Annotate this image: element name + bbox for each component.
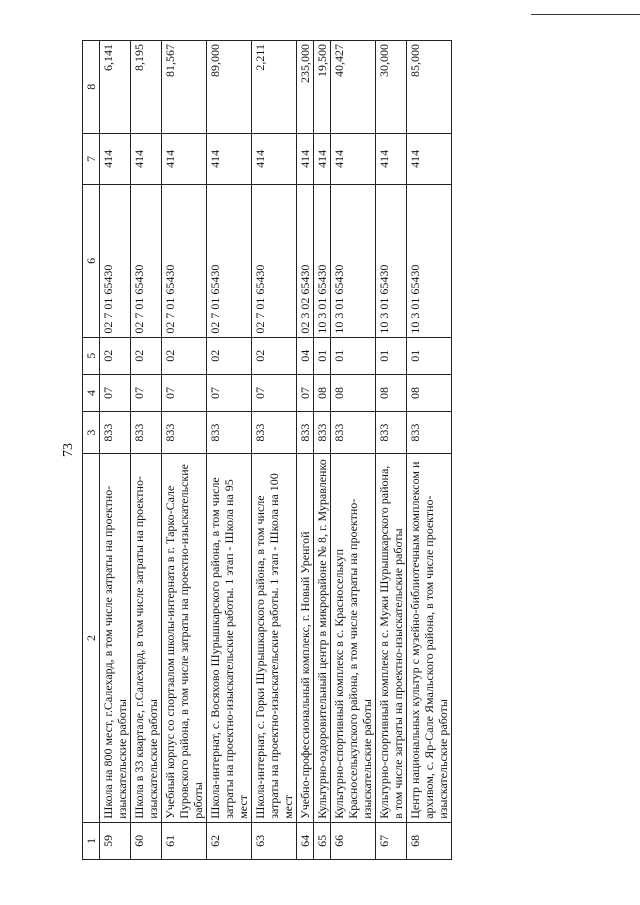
section-code: 08 (376, 374, 407, 411)
table-row (376, 41, 407, 860)
amount-value: 81,567 (162, 41, 207, 134)
object-name: Культурно-оздоровительный центр в микрорайоне № 8, г. Муравленко (314, 454, 331, 823)
column-header: 4 (83, 374, 100, 411)
expense-type-code: 414 (131, 133, 162, 185)
row-number: 64 (297, 822, 314, 859)
table-row (100, 41, 131, 860)
table-row (297, 41, 314, 860)
column-header: 1 (83, 822, 100, 859)
section-code: 07 (252, 374, 297, 411)
object-name: Школа в 33 квартале, г.Салехард, в том числе затраты на проектно-изыскательские работы (131, 454, 162, 823)
row-number: 61 (162, 822, 207, 859)
budget-table (82, 40, 452, 860)
department-code: 833 (131, 412, 162, 454)
amount-value: 235,000 (297, 41, 314, 134)
column-header: 8 (83, 41, 100, 134)
table-row (131, 41, 162, 860)
object-name: Центр национальных культур с музейно-библиотечным комплексом и архивом, с. Яр-Сале Ямальского района, в том числе проектно-изыскательские работы (407, 454, 452, 823)
target-article-code: 10 3 01 65430 (314, 185, 331, 338)
object-name: Культурно-спортивный комплекс в с. Мужи Шурышкарского района, в том числе затраты на проектно-изыскательские работы (376, 454, 407, 823)
department-code: 833 (252, 412, 297, 454)
amount-value: 8,195 (131, 41, 162, 134)
department-code: 833 (314, 412, 331, 454)
target-article-code: 10 3 01 65430 (407, 185, 452, 338)
department-code: 833 (207, 412, 252, 454)
subsection-code: 04 (297, 337, 314, 374)
department-code: 833 (297, 412, 314, 454)
target-article-code: 02 7 01 65430 (252, 185, 297, 338)
target-article-code: 02 7 01 65430 (100, 185, 131, 338)
expense-type-code: 414 (207, 133, 252, 185)
column-header: 5 (83, 337, 100, 374)
row-number: 62 (207, 822, 252, 859)
row-number: 67 (376, 822, 407, 859)
target-article-code: 02 7 01 65430 (207, 185, 252, 338)
department-code: 833 (407, 412, 452, 454)
row-number: 59 (100, 822, 131, 859)
row-number: 65 (314, 822, 331, 859)
subsection-code: 01 (314, 337, 331, 374)
table-body (100, 41, 452, 860)
subsection-code: 02 (252, 337, 297, 374)
row-number: 60 (131, 822, 162, 859)
amount-value: 30,000 (376, 41, 407, 134)
table-row (252, 41, 297, 860)
target-article-code: 10 3 01 65430 (331, 185, 376, 338)
expense-type-code: 414 (252, 133, 297, 185)
row-number: 66 (331, 822, 376, 859)
expense-type-code: 414 (297, 133, 314, 185)
department-code: 833 (331, 412, 376, 454)
section-code: 08 (407, 374, 452, 411)
amount-value: 19,500 (314, 41, 331, 134)
column-header: 2 (83, 454, 100, 823)
department-code: 833 (162, 412, 207, 454)
subsection-code: 02 (100, 337, 131, 374)
expense-type-code: 414 (162, 133, 207, 185)
row-number: 68 (407, 822, 452, 859)
target-article-code: 02 7 01 65430 (162, 185, 207, 338)
department-code: 833 (376, 412, 407, 454)
table-row (314, 41, 331, 860)
subsection-code: 01 (407, 337, 452, 374)
table-row (331, 41, 376, 860)
top-rule (531, 14, 640, 15)
department-code: 833 (100, 412, 131, 454)
section-code: 07 (162, 374, 207, 411)
subsection-code: 02 (207, 337, 252, 374)
object-name: Учебно-профессиональный комплекс, г. Новый Уренгой (297, 454, 314, 823)
column-header: 6 (83, 185, 100, 338)
expense-type-code: 414 (331, 133, 376, 185)
expense-type-code: 414 (376, 133, 407, 185)
column-number-row (83, 41, 100, 860)
subsection-code: 01 (376, 337, 407, 374)
target-article-code: 02 7 01 65430 (131, 185, 162, 338)
amount-value: 85,000 (407, 41, 452, 134)
section-code: 07 (297, 374, 314, 411)
target-article-code: 10 3 01 65430 (376, 185, 407, 338)
expense-type-code: 414 (314, 133, 331, 185)
amount-value: 89,000 (207, 41, 252, 134)
object-name: Школа-интернат, с. Восяхово Шурышкарского района, в том числе затраты на проектно-изыскательские работы. 1 этап - Школа на 95 мест (207, 454, 252, 823)
target-article-code: 02 3 02 65430 (297, 185, 314, 338)
section-code: 08 (314, 374, 331, 411)
subsection-code: 02 (131, 337, 162, 374)
section-code: 07 (100, 374, 131, 411)
section-code: 07 (207, 374, 252, 411)
amount-value: 40,427 (331, 41, 376, 134)
row-number: 63 (252, 822, 297, 859)
amount-value: 2,211 (252, 41, 297, 134)
section-code: 08 (331, 374, 376, 411)
object-name: Культурно-спортивный комплекс в с. Красноселькуп Красноселькупского района, в том числе затраты на проектно-изыскательские работы (331, 454, 376, 823)
column-header: 7 (83, 133, 100, 185)
object-name: Школа-интернат, с. Горки Шурышкарского района, в том числе затраты на проектно-изыскательские работы. 1 этап - Школа на 100 мест (252, 454, 297, 823)
expense-type-code: 414 (100, 133, 131, 185)
column-header: 3 (83, 412, 100, 454)
amount-value: 6,141 (100, 41, 131, 134)
section-code: 07 (131, 374, 162, 411)
table-row (162, 41, 207, 860)
rotated-page (60, 40, 600, 860)
expense-type-code: 414 (407, 133, 452, 185)
subsection-code: 01 (331, 337, 376, 374)
page-number: 73 (61, 443, 76, 457)
object-name: Школа на 800 мест, г.Салехард, в том числе затраты на проектно-изыскательские работы (100, 454, 131, 823)
subsection-code: 02 (162, 337, 207, 374)
table-row (207, 41, 252, 860)
object-name: Учебный корпус со спортзалом школы-интерната в г. Тарко-Сале Пуровского района, в том числе затраты на проектно-изыскательские работы (162, 454, 207, 823)
table-row (407, 41, 452, 860)
